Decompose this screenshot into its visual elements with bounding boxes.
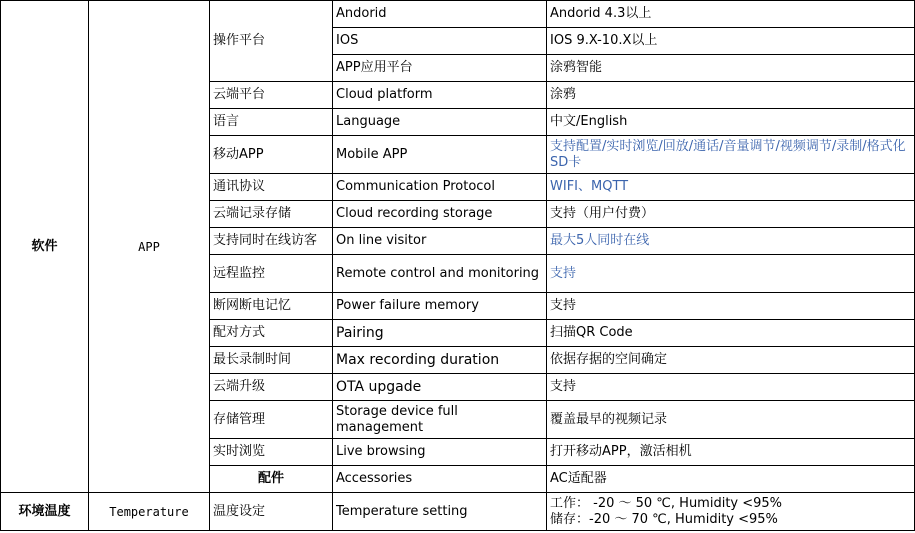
item-en-cell: IOS xyxy=(333,28,547,55)
item-en-cell: Language xyxy=(333,109,547,136)
value-cell: Andorid 4.3以上 xyxy=(547,1,915,28)
value-cell: 中文/English xyxy=(547,109,915,136)
category-cell: 配件 xyxy=(210,466,333,493)
item-en-cell: Pairing xyxy=(333,320,547,347)
table-row xyxy=(1,493,915,531)
value-cell: 支持（用户付费） xyxy=(547,201,915,228)
item-en-cell: Andorid xyxy=(333,1,547,28)
item-cn-cell: 支持同时在线访客 xyxy=(210,228,333,255)
item-en-cell: Cloud platform xyxy=(333,82,547,109)
value-cell xyxy=(547,493,915,531)
value-cell: 支持 xyxy=(547,293,915,320)
item-cn-cell: 云端升级 xyxy=(210,374,333,401)
value-cell: IOS 9.X-10.X以上 xyxy=(547,28,915,55)
value-line-storage: 储存：-20 ～ 70 ℃, Humidity <95% xyxy=(550,511,778,527)
item-cn-cell: 断网断电记忆 xyxy=(210,293,333,320)
item-en-cell: Storage device full management xyxy=(333,401,547,439)
value-cell: 支持配置/实时浏览/回放/通话/音量调节/视频调节/录制/格式化SD卡 xyxy=(547,136,915,174)
table-row xyxy=(1,1,915,28)
item-en-cell: OTA upgade xyxy=(333,374,547,401)
item-en-cell: APP应用平台 xyxy=(333,55,547,82)
item-en-cell: Cloud recording storage xyxy=(333,201,547,228)
value-cell: WIFI、MQTT xyxy=(547,174,915,201)
item-cn-cell: 通讯协议 xyxy=(210,174,333,201)
item-en-cell: Communication Protocol xyxy=(333,174,547,201)
item-en-cell: Power failure memory xyxy=(333,293,547,320)
category-cell: 环境温度 xyxy=(1,493,89,531)
value-line-working: 工作： -20 ～ 50 ℃, Humidity <95% xyxy=(550,495,783,511)
item-cn-cell: 云端记录存储 xyxy=(210,201,333,228)
value-cell: 打开移动APP，激活相机 xyxy=(547,439,915,466)
value-cell: 支持 xyxy=(547,255,915,293)
item-cn-cell: 云端平台 xyxy=(210,82,333,109)
value-cell: 最大5人同时在线 xyxy=(547,228,915,255)
value-cell: 涂鸦智能 xyxy=(547,55,915,82)
item-en-cell: Mobile APP xyxy=(333,136,547,174)
item-cn-cell: 实时浏览 xyxy=(210,439,333,466)
item-cn-cell: 操作平台 xyxy=(210,1,333,82)
category-cell: 软件 xyxy=(1,1,89,493)
item-en-cell: Max recording duration xyxy=(333,347,547,374)
subcategory-cell: APP xyxy=(89,1,210,493)
item-en-cell: On line visitor xyxy=(333,228,547,255)
item-cn-cell: 温度设定 xyxy=(210,493,333,531)
item-cn-cell: 远程监控 xyxy=(210,255,333,293)
item-cn-cell: 移动APP xyxy=(210,136,333,174)
item-cn-cell: 存储管理 xyxy=(210,401,333,439)
value-cell: 依据存据的空间确定 xyxy=(547,347,915,374)
item-en-cell: Remote control and monitoring xyxy=(333,255,547,293)
item-cn-cell: 配对方式 xyxy=(210,320,333,347)
item-cn-cell: 最长录制时间 xyxy=(210,347,333,374)
value-cell: 涂鸦 xyxy=(547,82,915,109)
item-en-cell: Live browsing xyxy=(333,439,547,466)
value-cell: 覆盖最早的视频记录 xyxy=(547,401,915,439)
value-cell: 支持 xyxy=(547,374,915,401)
subcategory-cell: Accessories xyxy=(333,466,547,493)
item-cn-cell: AC适配器 xyxy=(547,466,915,493)
item-cn-cell: 语言 xyxy=(210,109,333,136)
value-cell: 扫描QR Code xyxy=(547,320,915,347)
item-en-cell: Temperature setting xyxy=(333,493,547,531)
subcategory-cell: Temperature xyxy=(89,493,210,531)
